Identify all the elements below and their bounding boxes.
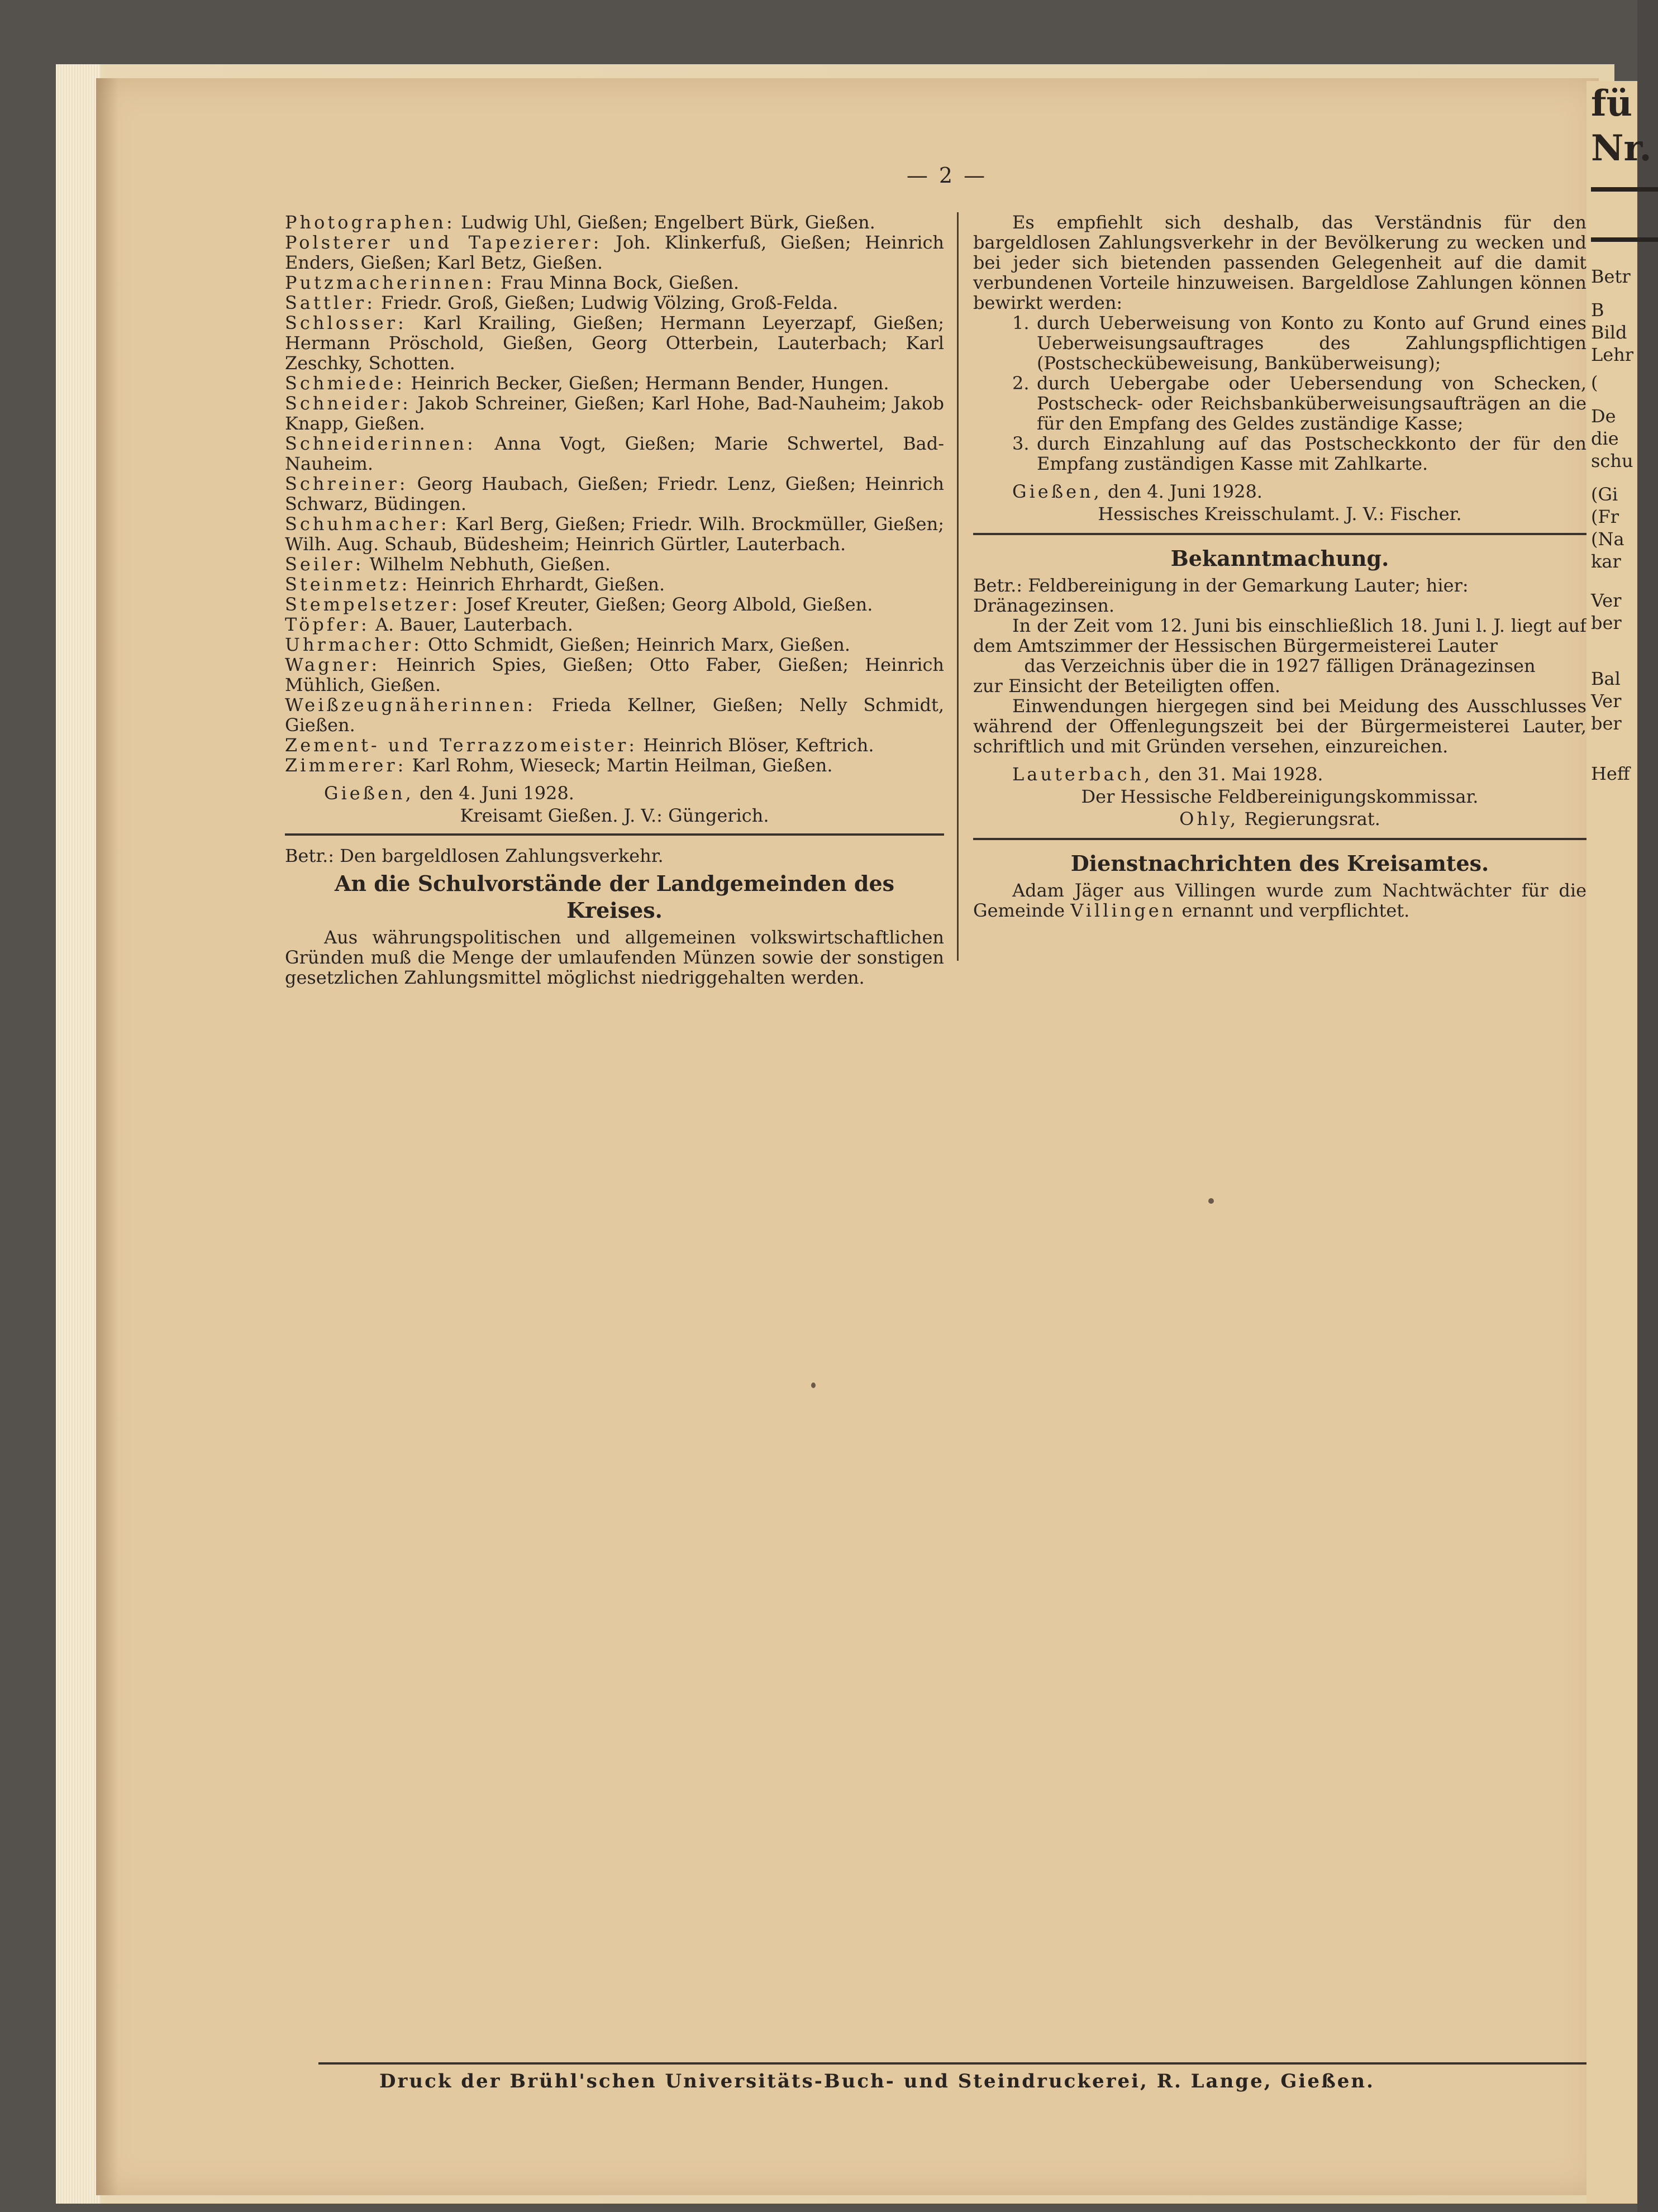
paper-speck: [811, 1382, 816, 1388]
bekanntmachung-signature1: Der Hessische Feldbereinigungskommissar.: [1081, 786, 1479, 807]
trade-members: Josef Kreuter, Gießen; Georg Albold, Gießen.: [465, 594, 873, 615]
trade-name: Sattler:: [285, 292, 375, 313]
trade-name: Schlosser:: [285, 312, 407, 333]
trade-entry: [285, 273, 944, 293]
trade-members: Heinrich Spies, Gießen; Otto Faber, Gießen; Heinrich Mühlich, Gießen.: [285, 654, 945, 695]
trade-entry: [285, 574, 944, 594]
trade-entry: [285, 594, 944, 614]
trade-members: Karl Krailing, Gießen; Hermann Leyerzapf, Gießen; Hermann Pröschold, Gießen, Georg Otterbein, Lauterbach; Karl Zeschky, Schotten.: [285, 312, 945, 374]
trade-name: Schneiderinnen:: [285, 433, 476, 454]
trade-members: Frieda Kellner, Gießen; Nelly Schmidt, Gießen.: [285, 694, 945, 736]
right-date-line: [1012, 482, 1586, 502]
trade-name: Zement- und Terrazzomeister:: [285, 735, 638, 756]
notice-paragraph: Aus währungspolitischen und allgemeinen volkswirtschaftlichen Gründen muß die Menge der umlaufenden Münzen sowie der sonstigen gesetzlichen Zahlungsmittel möglichst niedriggehalten werden.: [285, 927, 944, 988]
payment-methods-list: [973, 313, 1586, 474]
bekanntmachung-p1b: das Verzeichnis über die in 1927 fälligen Dränagezinsen: [1024, 655, 1536, 676]
left-signature: Kreisamt Gießen. J. V.: Güngerich.: [460, 805, 769, 826]
trade-name: Seiler:: [285, 554, 364, 575]
book-page-edges: [56, 64, 101, 2204]
trade-name: Wagner:: [285, 654, 380, 675]
section-divider: [973, 838, 1586, 840]
printer-imprint: Druck der Brühl'schen Universitäts-Buch- und Steindruckerei, R. Lange, Gießen.: [379, 2070, 1375, 2092]
page-number: — 2 —: [906, 163, 988, 188]
footer-rule: [318, 2062, 1586, 2065]
bekanntmachung-p1: In der Zeit vom 12. Juni bis einschließlich 18. Juni l. J. liegt auf dem Amtszimmer der Hessischen Bürgermeisterei Lauter: [973, 615, 1586, 656]
bekanntmachung-signature-name: Ohly,: [1179, 808, 1239, 830]
trade-members: Jakob Schreiner, Gießen; Karl Hohe, Bad-Nauheim; Jakob Knapp, Gießen.: [285, 393, 945, 434]
trade-members: Georg Haubach, Gießen; Friedr. Lenz, Gießen; Heinrich Schwarz, Büdingen.: [285, 473, 945, 514]
list-item-number: 1.: [1012, 312, 1030, 333]
trade-members: A. Bauer, Lauterbach.: [375, 614, 573, 635]
trade-name: Uhrmacher:: [285, 634, 422, 655]
trade-members: Otto Schmidt, Gießen; Heinrich Marx, Gießen.: [428, 634, 851, 655]
service-paragraph: [973, 880, 1586, 921]
bekanntmachung-date-place: Lauterbach,: [1012, 764, 1153, 785]
trade-entry: [285, 293, 944, 313]
next-page-line: (Gi: [1591, 484, 1618, 505]
next-page-line: (: [1591, 372, 1598, 393]
left-date-line: [324, 783, 944, 803]
trade-entry: [285, 373, 944, 393]
trade-members: Karl Rohm, Wieseck; Martin Heilman, Gießen.: [412, 755, 833, 776]
bekanntmachung-subject: Betr.: Feldbereinigung in der Gemarkung Lauter; hier: Dränagezinsen.: [973, 575, 1469, 616]
bekanntmachung-signature2: [973, 809, 1586, 829]
next-page-line: die: [1591, 428, 1619, 449]
trade-entry: [285, 212, 944, 232]
trade-entry: [285, 313, 944, 373]
trade-entry: [285, 554, 944, 574]
trade-name: Schreiner:: [285, 473, 408, 494]
trade-members: Karl Berg, Gießen; Friedr. Wilh. Brockmüller, Gießen; Wilh. Aug. Schaub, Büdesheim; Heinrich Gürtler, Lauterbach.: [285, 513, 945, 555]
right-column: [973, 212, 1586, 921]
left-column: [285, 212, 944, 988]
trade-entry: [285, 695, 944, 735]
trade-name: Weißzeugnäherinnen:: [285, 694, 536, 716]
trade-list: [285, 212, 944, 775]
next-page-line: Bild: [1591, 322, 1627, 343]
trade-members: Heinrich Becker, Gießen; Hermann Bender, Hungen.: [411, 373, 889, 394]
bekanntmachung-heading: Bekanntmachung.: [1170, 546, 1389, 571]
trade-members: Wilhelm Nebhuth, Gießen.: [369, 554, 611, 575]
bekanntmachung-p2: Einwendungen hiergegen sind bei Meidung des Ausschlusses während der Offenlegungszeit bei der Bürgermeisterei Lauter, schriftlich und mit Gründen versehen, einzureichen.: [973, 695, 1586, 757]
right-intro-paragraph: Es empfiehlt sich deshalb, das Verständnis für den bargeldlosen Zahlungsverkehr in der Bevölkerung zu wecken und bei jeder sich bietenden passenden Gelegenheit auf die damit verbundenen Vorteile hinzuweisen. Bargeldlose Zahlungen können bewirkt werden:: [973, 212, 1586, 313]
trade-name: Polsterer und Tapezierer:: [285, 232, 602, 253]
trade-entry: [285, 393, 944, 433]
list-item: [1012, 313, 1586, 373]
trade-name: Schmiede:: [285, 373, 406, 394]
trade-name: Stempelsetzer:: [285, 594, 460, 615]
list-item-text: durch Uebergabe oder Uebersendung von Schecken, Postscheck- oder Reichsbanküberweisungsaufträgen an die für den Empfang des Geldes zuständige Kasse;: [1037, 373, 1586, 434]
next-page-rule: [1591, 237, 1658, 242]
trade-members: Joh. Klinkerfuß, Gießen; Heinrich Enders, Gießen; Karl Betz, Gießen.: [285, 232, 945, 273]
trade-members: Heinrich Blöser, Keftrich.: [643, 735, 874, 756]
section-divider: [973, 533, 1586, 535]
trade-name: Putzmacherinnen:: [285, 272, 495, 293]
trade-name: Zimmerer:: [285, 755, 407, 776]
next-page-line: B: [1591, 299, 1604, 321]
trade-name: Steinmetz:: [285, 574, 411, 595]
trade-entry: [285, 755, 944, 775]
list-item: [1012, 373, 1586, 433]
next-page-fragment: [1586, 81, 1652, 2204]
list-item-text: durch Ueberweisung von Konto zu Konto auf Grund eines Ueberweisungsauftrages des Zahlungspflichtigen (Postscheckübeweisung, Banküberweisung);: [1037, 312, 1586, 374]
list-item-text: durch Einzahlung auf das Postscheckkonto der für den Empfang zuständigen Kasse mit Zahlkarte.: [1037, 433, 1586, 474]
trade-members: Ludwig Uhl, Gießen; Engelbert Bürk, Gießen.: [460, 212, 875, 233]
trade-entry: [285, 735, 944, 755]
section-divider: [285, 833, 944, 836]
next-page-line: schu: [1591, 450, 1633, 471]
service-heading: Dienstnachrichten des Kreisamtes.: [1070, 851, 1489, 876]
column-divider: [957, 212, 959, 961]
trade-members: Anna Vogt, Gießen; Marie Schwertel, Bad-Nauheim.: [285, 433, 945, 474]
trade-members: Frau Minna Bock, Gießen.: [501, 272, 740, 293]
trade-name: Photographen:: [285, 212, 455, 233]
next-page-line: fü: [1591, 83, 1633, 125]
next-page-line: De: [1591, 406, 1616, 427]
bekanntmachung-p1c: zur Einsicht der Beteiligten offen.: [973, 675, 1280, 697]
trade-members: Heinrich Ehrhardt, Gießen.: [416, 574, 665, 595]
list-item-number: 3.: [1012, 433, 1030, 454]
right-date: den 4. Juni 1928.: [1108, 481, 1262, 502]
next-page-line: ber: [1591, 713, 1622, 734]
gutter-shadow: [96, 78, 118, 2195]
trade-entry: [285, 433, 944, 474]
trade-entry: [285, 614, 944, 635]
left-date-place: Gießen,: [324, 783, 414, 804]
next-page-line: Betr: [1591, 266, 1631, 287]
trade-name: Schneider:: [285, 393, 411, 414]
next-page-line: Ver: [1591, 590, 1622, 611]
bekanntmachung-date: den 31. Mai 1928.: [1158, 764, 1323, 785]
service-place: Villingen: [1070, 900, 1176, 921]
next-page-line: ber: [1591, 612, 1622, 633]
next-page-line: Bal: [1591, 668, 1621, 689]
trade-entry: [285, 514, 944, 554]
list-item-number: 2.: [1012, 373, 1030, 394]
trade-name: Töpfer:: [285, 614, 370, 635]
notice-subject: Betr.: Den bargeldlosen Zahlungsverkehr.: [285, 845, 664, 866]
trade-entry: [285, 655, 944, 695]
trade-entry: [285, 635, 944, 655]
trade-name: Schuhmacher:: [285, 513, 450, 535]
right-date-place: Gießen,: [1012, 481, 1102, 502]
right-signature: Hessisches Kreisschulamt. J. V.: Fischer.: [1098, 503, 1462, 525]
service-text-start: Adam Jäger aus Villingen wurde zum Nachtwächter für die Gemeinde: [973, 880, 1586, 921]
trade-entry: [285, 474, 944, 514]
next-page-line: kar: [1591, 551, 1621, 572]
trade-entry: [285, 232, 944, 273]
next-page-line: Heff: [1591, 763, 1630, 784]
notice-heading: An die Schulvorstände der Landgemeinden des Kreises.: [334, 871, 895, 923]
next-page-line: (Na: [1591, 528, 1624, 550]
left-date: den 4. Juni 1928.: [420, 783, 574, 804]
paper-speck: [1208, 1198, 1214, 1204]
service-text-end: ernannt und verpflichtet.: [1181, 900, 1410, 921]
next-page-rule: [1591, 187, 1658, 192]
bekanntmachung-date-line: [1012, 764, 1586, 784]
next-page-line: Nr.: [1591, 127, 1652, 169]
next-page-line: Lehr: [1591, 344, 1634, 365]
next-page-line: Ver: [1591, 690, 1622, 712]
list-item: [1012, 433, 1586, 474]
bekanntmachung-signature-title: Regierungsrat.: [1244, 808, 1380, 830]
trade-members: Friedr. Groß, Gießen; Ludwig Völzing, Groß-Felda.: [381, 292, 838, 313]
next-page-line: (Fr: [1591, 506, 1619, 527]
